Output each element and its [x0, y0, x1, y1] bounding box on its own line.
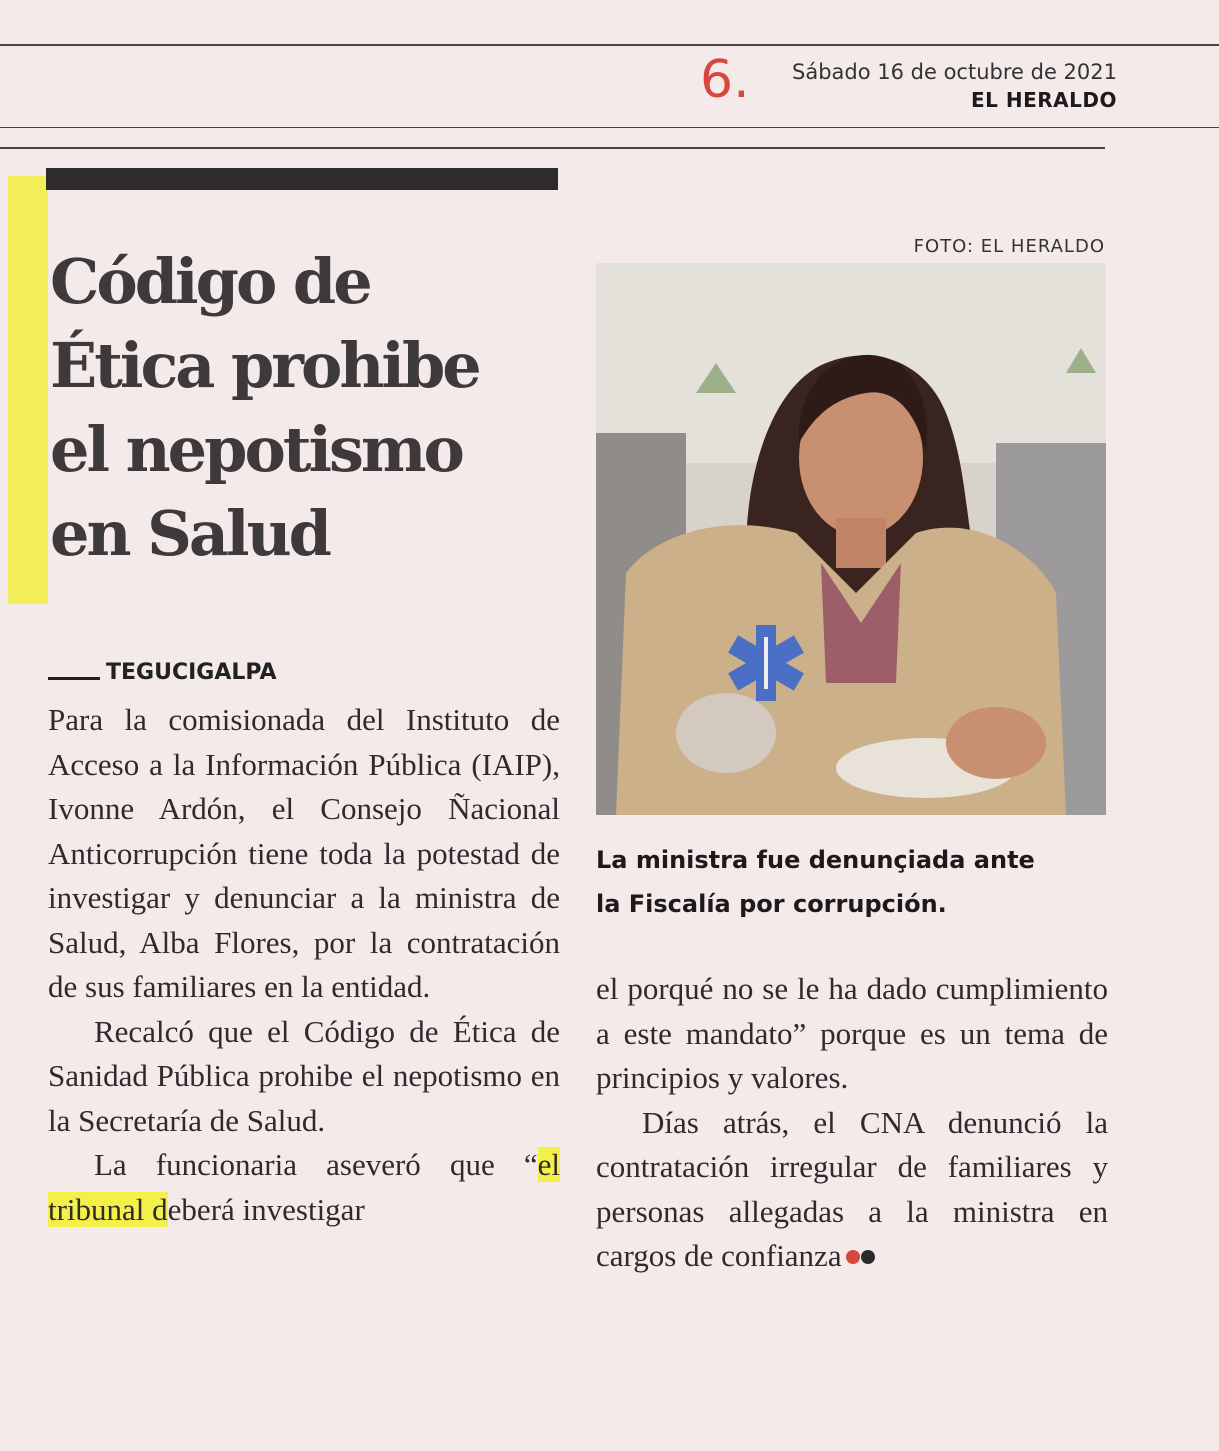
headline-line: Ética prohibe: [50, 329, 479, 402]
highlighter-mark: [8, 176, 48, 604]
article-column-left: [48, 698, 560, 1232]
photo-caption: [596, 838, 1116, 926]
end-mark-dot-red: [846, 1250, 860, 1264]
highlighted-text: el tribunal d: [48, 1147, 560, 1227]
top-rule: [0, 44, 1219, 46]
section-rule: [0, 147, 1105, 149]
paragraph-text: Días atrás, el CNA denunció la contratación irregular de familiares y personas allegadas a la ministra en cargos de confianza: [596, 1104, 1108, 1273]
photo-illustration: [596, 263, 1106, 815]
header-rule: [0, 127, 1219, 128]
paragraph: Para la comisionada del Instituto de Acceso a la Información Pública (IAIP), Ivonne Ardón, el Consejo Ñacional Anticorrupción tiene toda la potestad de investigar y denunciar a la ministra de Salud, Alba Flores, por la contratación de sus familiares en la entidad.: [48, 702, 560, 1004]
newspaper-name: EL HERALDO: [971, 88, 1117, 112]
caption-line: la Fiscalía por corrupción.: [596, 890, 947, 918]
headline-line: el nepotismo: [50, 413, 462, 486]
dateline: [48, 660, 277, 685]
caption-line: La ministra fue denunçiada ante: [596, 846, 1035, 874]
paragraph: Recalcó que el Código de Ética de Sanidad Pública prohibe el nepotismo en la Secretaría de Salud.: [48, 1013, 560, 1138]
dateline-dash: [48, 677, 100, 680]
headline-line: en Salud: [50, 497, 330, 570]
paragraph: [596, 1101, 1108, 1279]
headline-line: Código de: [50, 245, 370, 318]
article-column-right: [596, 967, 1108, 1279]
paragraph-text: eberá investigar: [167, 1191, 365, 1227]
paragraph: el porqué no se le ha dado cumplimiento a este mandato” porque es un tema de principios y valores.: [596, 971, 1108, 1095]
page-number: 6.: [700, 50, 750, 110]
end-mark-dot-dark: [861, 1250, 875, 1264]
issue-date: Sábado 16 de octubre de 2021: [792, 60, 1117, 84]
photo-credit: FOTO: EL HERALDO: [913, 236, 1105, 257]
paragraph-text: La funcionaria aseveró que “: [94, 1147, 538, 1182]
dateline-text: TEGUCIGALPA: [106, 660, 277, 685]
paragraph: [48, 1143, 560, 1232]
article-photo: [596, 263, 1106, 815]
headline-bar: [46, 168, 558, 190]
headline: [50, 240, 590, 576]
